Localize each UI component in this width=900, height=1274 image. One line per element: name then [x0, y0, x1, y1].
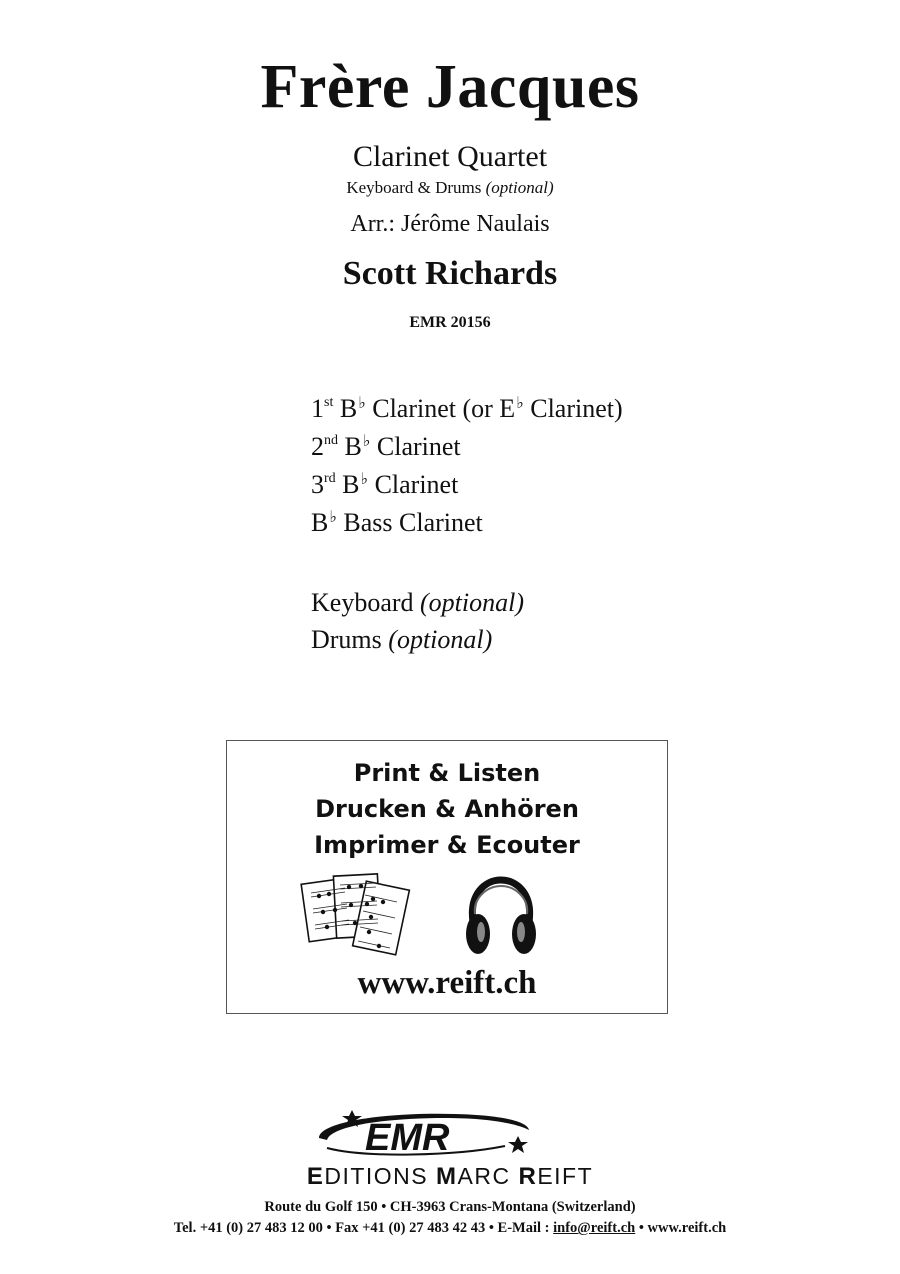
- emr-logo: [305, 1108, 545, 1160]
- part-item: [311, 428, 623, 466]
- part-key: B: [339, 394, 358, 423]
- part-key: B: [344, 432, 362, 461]
- promo-line: Imprimer & Ecouter: [314, 831, 580, 859]
- publisher-name: EDITIONS MARC REIFT: [306, 1163, 594, 1190]
- contact-phone-fax: Tel. +41 (0) 27 483 12 00 • Fax +41 (0) 27 483 42 43 • E-Mail :: [173, 1220, 554, 1236]
- part-key: B: [311, 508, 329, 537]
- optional-part-name: Keyboard: [311, 588, 421, 617]
- instrumentation-note-main: Keyboard & Drums: [346, 178, 482, 197]
- flat-icon: ♭: [516, 395, 524, 412]
- publisher-contact: [0, 1220, 900, 1237]
- part-ordinal: st: [324, 395, 334, 410]
- catalog-number: EMR 20156: [409, 314, 491, 331]
- flat-icon: ♭: [358, 395, 366, 412]
- optional-part-note: (optional): [420, 588, 525, 617]
- print-listen-box: [226, 740, 668, 1014]
- emr-logo-text: EMR: [365, 1117, 450, 1159]
- flat-icon: ♭: [360, 471, 369, 488]
- part-text: Clarinet: [370, 432, 461, 461]
- part-text: Clarinet (or E: [365, 394, 516, 423]
- contact-website: • www.reift.ch: [635, 1220, 727, 1236]
- composer: Scott Richards: [342, 255, 558, 292]
- part-text: Bass Clarinet: [336, 508, 483, 537]
- part-key: B: [342, 470, 360, 499]
- subtitle: Clarinet Quartet: [352, 140, 548, 173]
- part-ordinal: rd: [324, 471, 336, 486]
- email-link[interactable]: info@reift.ch: [553, 1220, 636, 1236]
- part-text: Clarinet: [368, 470, 459, 499]
- part-text: Clarinet): [523, 394, 623, 423]
- arranger: Arr.: Jérôme Naulais: [350, 211, 550, 237]
- instrumentation-note-optional: (optional): [485, 178, 554, 197]
- optional-part-note: (optional): [388, 625, 493, 654]
- optional-part-item: [311, 584, 524, 621]
- part-number: 3: [311, 470, 324, 499]
- optional-part-item: [311, 621, 524, 658]
- sheet-music-icon: [299, 869, 413, 961]
- title: Frère Jacques: [260, 53, 640, 121]
- optional-part-name: Drums: [311, 625, 389, 654]
- flat-icon: ♭: [362, 433, 371, 450]
- parts-list: [311, 390, 623, 542]
- optional-parts-list: [311, 584, 524, 658]
- part-item: [311, 390, 623, 428]
- headphones-icon: [463, 874, 539, 958]
- instrumentation-note: [0, 178, 900, 198]
- flat-icon: ♭: [329, 509, 337, 526]
- promo-line: Drucken & Anhören: [315, 795, 579, 823]
- publisher-address: Route du Golf 150 • CH-3963 Crans-Montana (Switzerland): [264, 1199, 636, 1215]
- part-item: [311, 504, 623, 542]
- promo-url: www.reift.ch: [357, 965, 537, 1001]
- part-number: 2: [311, 432, 324, 461]
- part-item: [311, 466, 623, 504]
- part-number: 1: [311, 394, 324, 423]
- promo-line: Print & Listen: [353, 759, 541, 787]
- part-ordinal: nd: [324, 433, 338, 448]
